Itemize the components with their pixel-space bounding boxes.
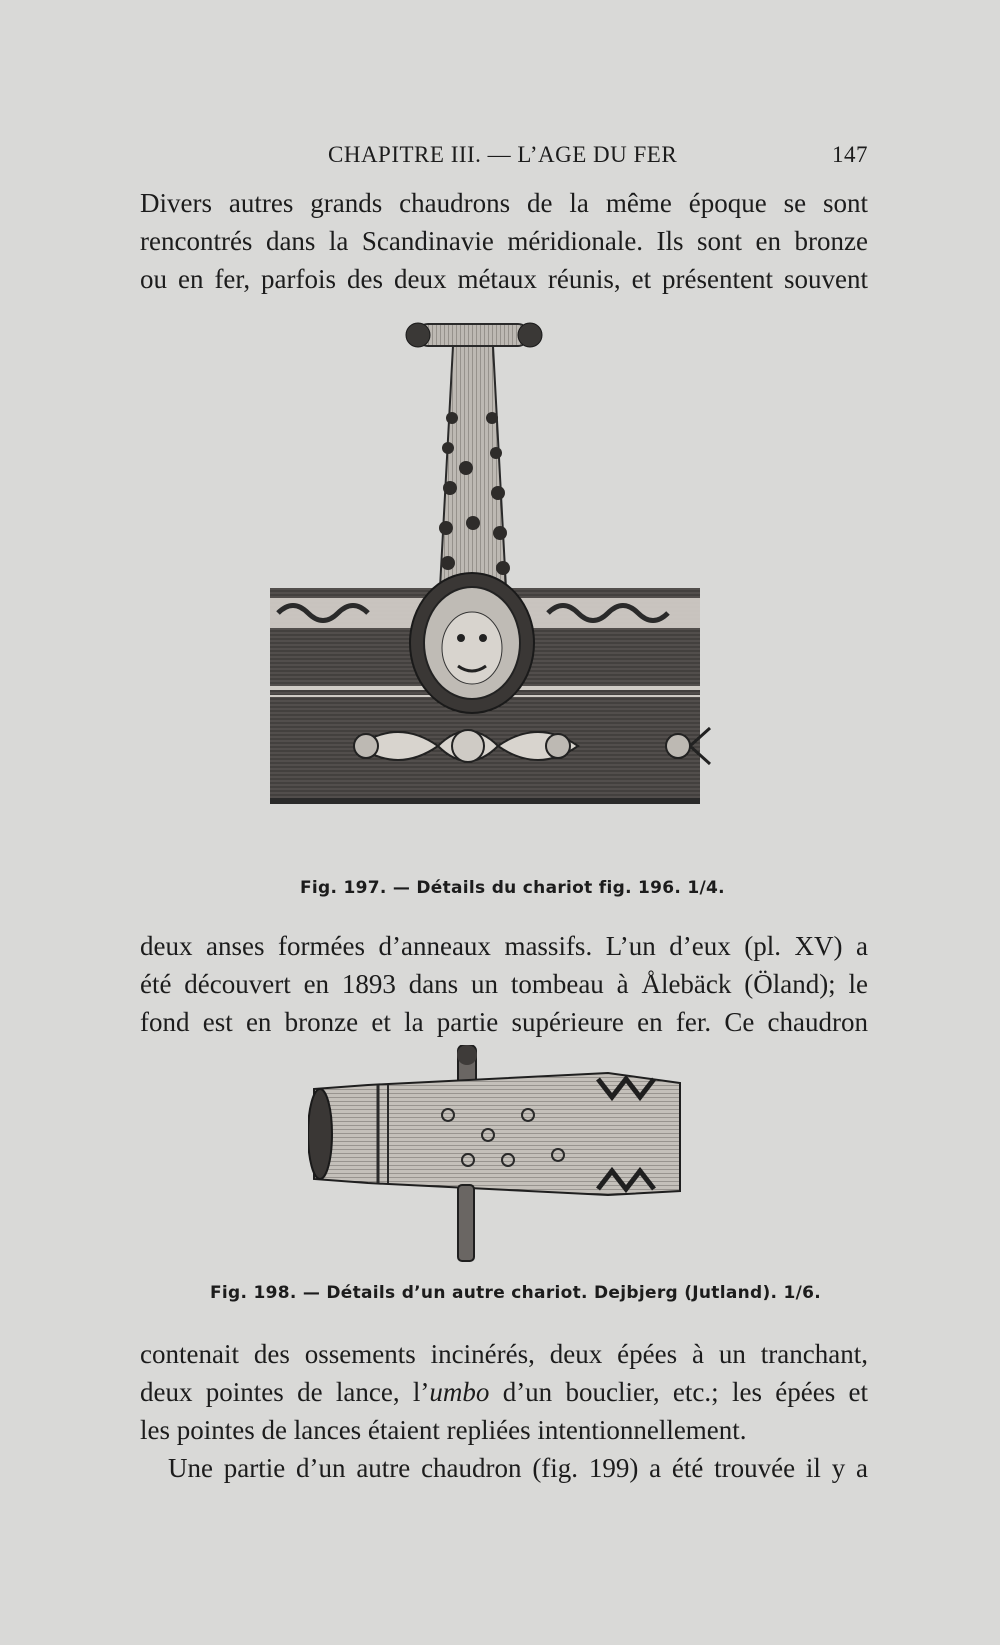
text-line: deux anses formées d’anneaux massifs. L’un d’eux (pl. XV) a	[140, 931, 868, 961]
text-line: rencontrés dans la Scandinavie méridionale. Ils sont en bronze	[140, 226, 868, 256]
text-line: les pointes de lances étaient repliées intentionnellement.	[140, 1415, 747, 1445]
paragraph-1	[140, 184, 868, 298]
running-header	[328, 142, 868, 174]
paragraph-2	[140, 927, 868, 1041]
text-run: d’un bouclier, etc.; les épées et	[489, 1377, 868, 1407]
text-line: contenait des ossements incinérés, deux épées à un tranchant,	[140, 1339, 868, 1369]
figure-198-chariot-hub	[308, 1045, 688, 1265]
figure-198-caption: Fig. 198. — Détails d’un autre chariot. Dejbjerg (Jutland). 1/6.	[210, 1283, 822, 1303]
text-line: Divers autres grands chaudrons de la même époque se sont	[140, 188, 868, 218]
italic-term: umbo	[429, 1377, 490, 1407]
text-line	[140, 1373, 868, 1411]
figure-197-caption: Fig. 197. — Détails du chariot fig. 196. 1/4.	[300, 878, 725, 898]
chapter-title: CHAPITRE III. — L’AGE DU FER	[328, 142, 678, 167]
text-line: fond est en bronze et la partie supérieure en fer. Ce chaudron	[140, 1007, 868, 1037]
text-line: ou en fer, parfois des deux métaux réunis, et présentent souvent	[140, 264, 868, 294]
page-number: 147	[832, 142, 868, 167]
paragraph-3	[140, 1335, 868, 1487]
text-run: deux pointes de lance, l’	[140, 1377, 430, 1407]
figure-197-chariot-detail	[268, 318, 768, 858]
text-line: été découvert en 1893 dans un tombeau à Ålebäck (Öland); le	[140, 969, 868, 999]
text-line: Une partie d’un autre chaudron (fig. 199) a été trouvée il y a	[168, 1453, 868, 1483]
